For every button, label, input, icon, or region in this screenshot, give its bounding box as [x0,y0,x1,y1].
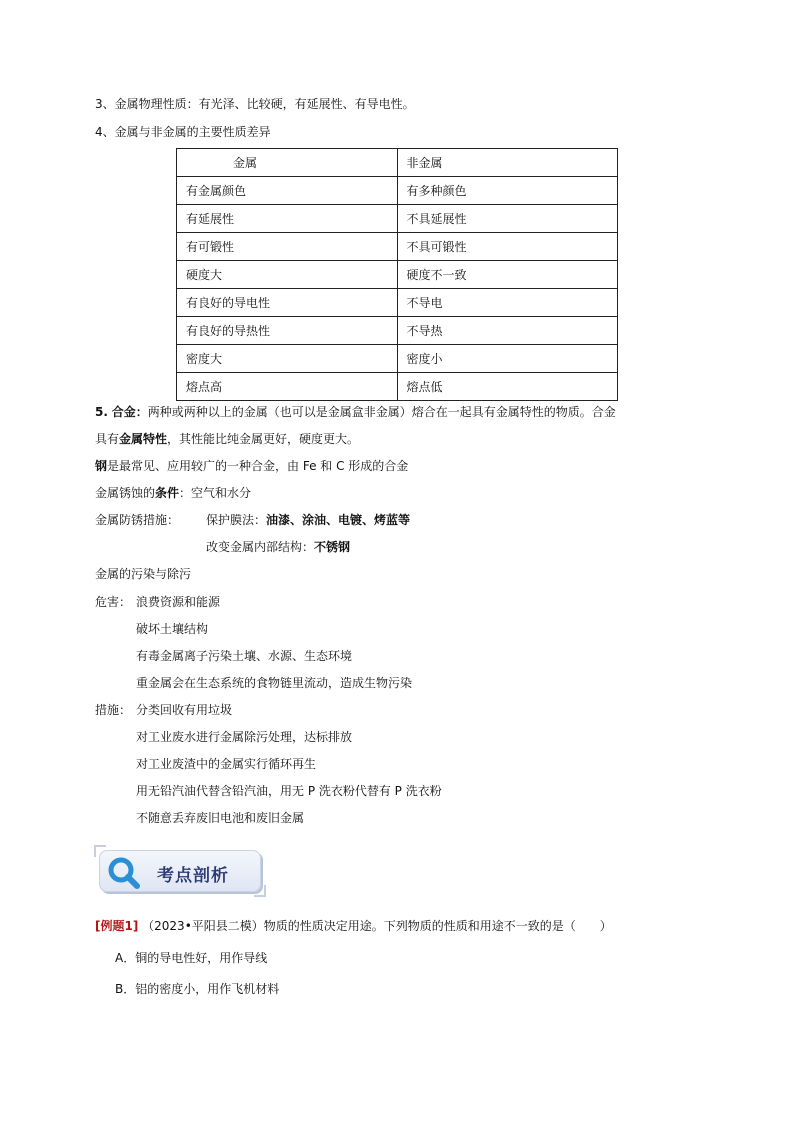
example-option-a[interactable]: A．铜的导电性好，用作导线 [115,951,268,965]
pollution-title: 金属的污染与除污 [95,567,192,581]
list-item: 对工业废水进行金属除污处理，达标排放 [136,730,353,744]
list-item: 有毒金属离子污染土壤、水源、生态环境 [136,649,353,663]
metal-comparison-table [176,148,618,401]
alloy-term: 合金： [111,405,148,419]
table-cell: 硬度大 [177,261,398,289]
table-cell: 有良好的导电性 [177,289,398,317]
table-row [177,289,618,317]
rust-text: ：空气和水分 [179,486,252,500]
example-tag: [例题1] [95,919,139,933]
table-row [177,317,618,345]
table-cell: 有金属颜色 [177,177,398,205]
steel-text [95,458,408,474]
prevent-method-value: 不锈钢 [314,540,351,554]
example-option-b[interactable]: B．铝的密度小，用作飞机材料 [115,982,280,996]
table-row [177,233,618,261]
table-cell: 熔点高 [177,373,398,401]
steel-desc: 是最常见、应用较广的一种合金，由 Fe 和 C 形成的合金 [107,459,409,473]
alloy-line-2 [95,431,359,447]
list-item: 对工业废渣中的金属实行循环再生 [136,757,317,771]
table-row [177,345,618,373]
measures-label: 措施： [95,703,132,717]
example-question [95,918,612,934]
alloy-text: ，其性能比纯金属更好，硬度更大。 [167,432,360,446]
badge-title: 考点剖析 [157,866,229,886]
table-cell: 密度大 [177,345,398,373]
list-item: 分类回收有用垃圾 [136,703,233,717]
list-item: 不随意丢弃废旧电池和废旧金属 [136,811,305,825]
list-item: 浪费资源和能源 [136,595,221,609]
prevent-method-1 [206,512,410,528]
table-row [177,373,618,401]
alloy-text: 具有 [95,432,120,446]
table-row [177,205,618,233]
search-icon [106,855,142,891]
rust-keyword: 条件 [155,486,180,500]
prevent-label: 金属防锈措施： [95,513,180,527]
list-item: 破坏土壤结构 [136,622,209,636]
list-item: 重金属会在生态系统的食物链里流动，造成生物污染 [136,676,413,690]
harm-label: 危害： [95,595,132,609]
table-header-nonmetal: 非金属 [397,149,618,177]
table-cell: 有良好的导热性 [177,317,398,345]
table-cell: 不导热 [397,317,618,345]
alloy-keyword: 金属特性 [119,432,168,446]
table-cell: 有延展性 [177,205,398,233]
rust-text: 金属锈蚀的 [95,486,156,500]
alloy-definition [95,404,616,420]
table-cell: 不具延展性 [397,205,618,233]
table-cell: 硬度不一致 [397,261,618,289]
prevent-method-label: 保护膜法： [206,513,267,527]
alloy-def: 两种或两种以上的金属（也可以是金属盒非金属）熔合在一起具有金属特性的物质。合金 [147,405,616,419]
table-row [177,261,618,289]
rust-condition [95,485,251,501]
table-cell: 不具可锻性 [397,233,618,261]
prevent-method-value: 油漆、涂油、电镀、烤蓝等 [266,513,411,527]
list-item: 用无铅汽油代替含铅汽油，用无 P 洗衣粉代替有 P 洗衣粉 [136,784,442,798]
example-stem: （2023•平阳县二模）物质的性质决定用途。下列物质的性质和用途不一致的是（ ） [142,919,612,933]
table-cell: 有多种颜色 [397,177,618,205]
section-3-text: 3、金属物理性质：有光泽、比较硬，有延展性、有导电性。 [95,97,415,111]
table-header-metal: 金属 [177,149,398,177]
table-cell: 不导电 [397,289,618,317]
section-badge [94,845,266,897]
table-cell: 熔点低 [397,373,618,401]
alloy-number: 5. [95,405,108,419]
section-4-title: 4、金属与非金属的主要性质差异 [95,125,271,139]
prevent-method-label: 改变金属内部结构： [206,540,315,554]
table-cell: 密度小 [397,345,618,373]
prevent-method-2 [206,539,350,555]
steel-keyword: 钢 [95,459,108,473]
table-cell: 有可锻性 [177,233,398,261]
table-header-row [177,149,618,177]
table-row [177,177,618,205]
